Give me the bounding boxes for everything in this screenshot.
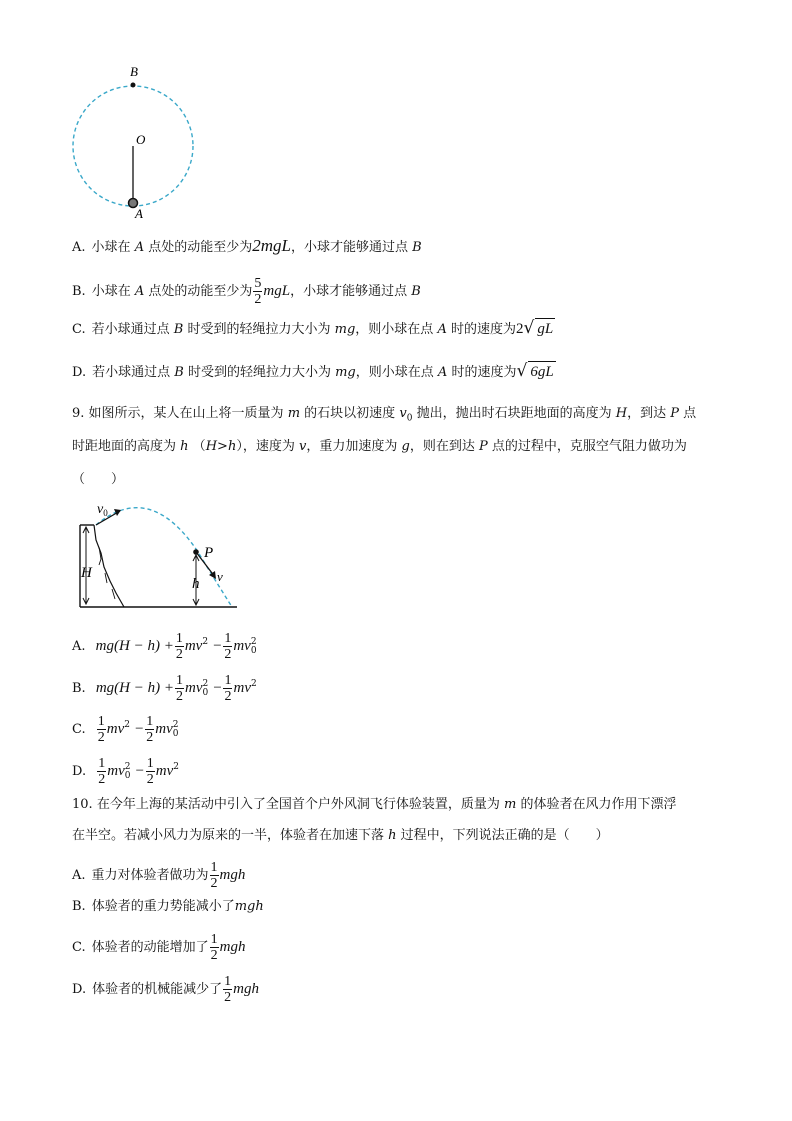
- q10-option-c[interactable]: C. 体验者的动能增加了 $\frac{1}{2}$ mgh: [72, 932, 246, 963]
- label-h: h: [192, 576, 200, 592]
- point-b: [131, 83, 136, 88]
- fraction: $\frac{1}{2}$: [210, 860, 218, 891]
- label-a: A: [135, 206, 143, 221]
- fraction: $\frac{1}{2}$: [97, 714, 105, 745]
- q8-option-c[interactable]: C. 若小球通过点 B 时受到的轻绳拉力大小为 mg，则小球在点 A 时的速度为2√ gL: [72, 318, 554, 338]
- q9-option-b[interactable]: B. mg(H − h) + $\frac{1}{2}$ mv 2 0 − $\frac{1}{2}$ $mv^2$: [72, 673, 257, 704]
- q8-option-b[interactable]: B. 小球在 A 点处的动能至少为 $\frac{5}{2}$ mgL，小球才能够通过点 B: [72, 276, 421, 307]
- q9-option-c[interactable]: C. $\frac{1}{2}$ $mv^2$ − $\frac{1}{2}$ mv 2 0: [72, 714, 179, 745]
- q10-option-d[interactable]: D. 体验者的机械能减少了 $\frac{1}{2}$ mgh: [72, 974, 259, 1005]
- fraction: $\frac{1}{2}$: [175, 631, 183, 662]
- circle-diagram: [60, 60, 210, 225]
- fraction: $\frac{1}{2}$: [224, 631, 232, 662]
- q8-option-d[interactable]: D. 若小球通过点 B 时受到的轻绳拉力大小为 mg，则小球在点 A 时的速度为√ 6gL: [72, 361, 554, 381]
- fraction: $\frac{1}{2}$: [210, 932, 218, 963]
- q9-answer-paren: （ ）: [72, 472, 125, 487]
- sqrt-icon: √: [523, 318, 535, 338]
- fraction: $\frac{1}{2}$: [98, 756, 106, 787]
- sqrt-icon: √: [516, 361, 528, 381]
- label-v: v: [217, 569, 223, 584]
- label-b: B: [130, 64, 138, 79]
- q10-option-a[interactable]: A. 重力对体验者做功为 $\frac{1}{2}$ mgh: [72, 860, 246, 891]
- q8-option-a[interactable]: A. 小球在 A 点处的动能至少为2mgL，小球才能够通过点 B: [72, 236, 422, 255]
- q10-stem-line2: 在半空。若减小风力为原来的一半，体验者在加速下落 h 过程中，下列说法正确的是（ ）: [72, 828, 609, 843]
- label-o: O: [136, 132, 146, 147]
- fraction: $\frac{1}{2}$: [224, 974, 232, 1005]
- label-v0: $v_0$: [97, 502, 108, 518]
- q9-option-d[interactable]: D. $\frac{1}{2}$ mv 2 0 − $\frac{1}{2}$ $mv^2$: [72, 756, 179, 787]
- q9-stem-line1: 9. 如图所示，某人在山上将一质量为 m 的石块以初速度 $v_0$ 抛出，抛出时石块距地面的高度为 H，到达 P 点: [72, 406, 697, 424]
- q10-stem-line1: 10. 在今年上海的某活动中引入了全国首个户外风洞飞行体验装置，质量为 m 的体验者在风力作用下漂浮: [72, 797, 677, 812]
- q10-option-b[interactable]: B. 体验者的重力势能减小了mgh: [72, 899, 264, 914]
- q9-option-a[interactable]: A. mg(H − h) + $\frac{1}{2}$ $mv^2$ − $\frac{1}{2}$ mv 2 0: [72, 631, 257, 662]
- projectile-diagram: [72, 495, 242, 613]
- fraction: $\frac{1}{2}$: [175, 673, 183, 704]
- fraction: $\frac{1}{2}$: [146, 714, 154, 745]
- label-H: H: [81, 565, 92, 581]
- fraction: $\frac{1}{2}$: [146, 756, 154, 787]
- label-p: P: [204, 545, 214, 561]
- q9-stem-line2: 时距地面的高度为 h （H>h），速度为 v，重力加速度为 g，则在到达 P 点的过程中，克服空气阻力做功为: [72, 439, 687, 454]
- cliff-slope: [94, 525, 124, 607]
- fraction: $\frac{5}{2}$: [254, 276, 262, 307]
- fraction: $\frac{1}{2}$: [224, 673, 232, 704]
